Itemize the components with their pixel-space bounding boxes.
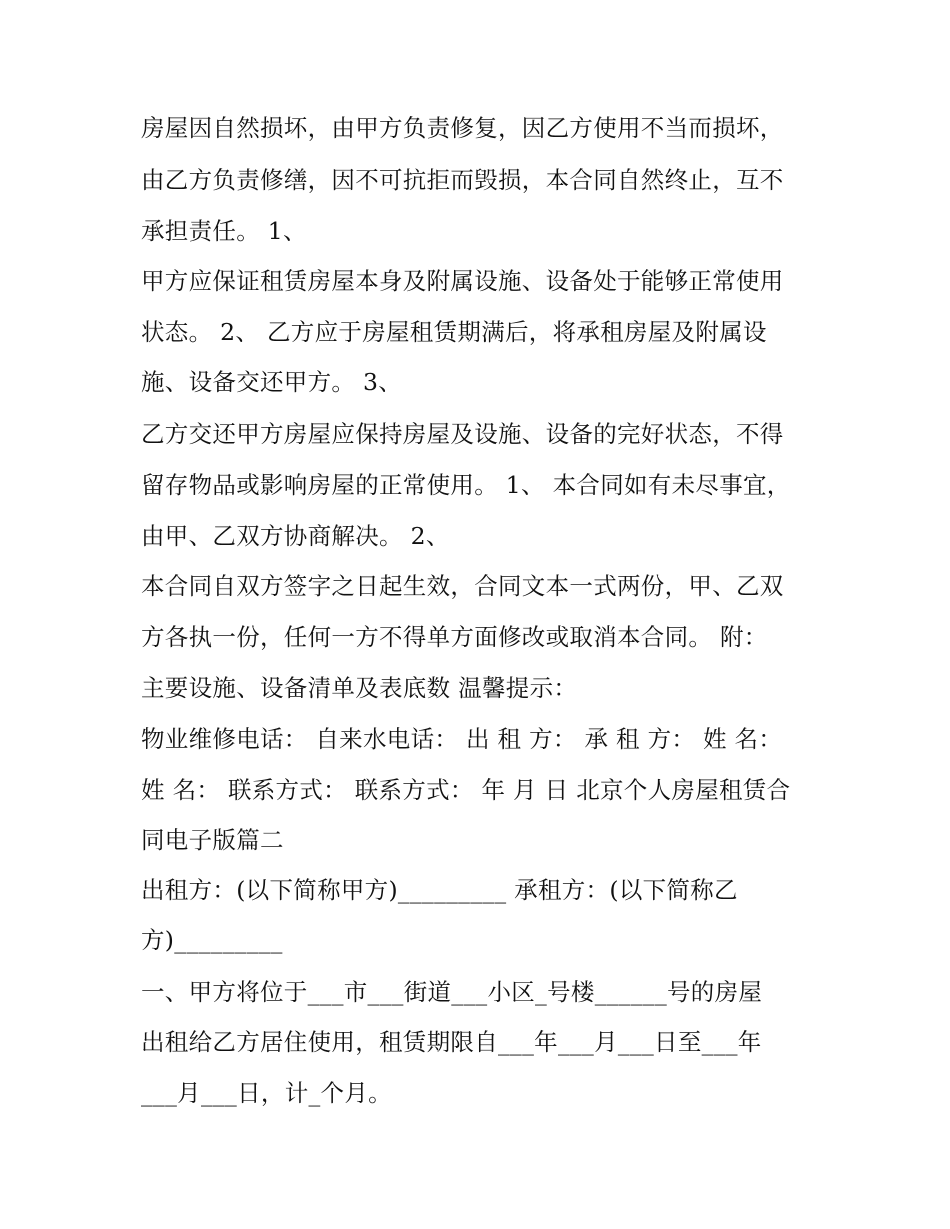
text-line: 留存物品或影响房屋的正常使用。 1、 本合同如有未尽事宜， [141, 471, 791, 499]
text-line: 方各执一份，任何一方不得单方面修改或取消本合同。 附： [141, 623, 768, 651]
text-line: 同电子版篇二 [141, 826, 284, 854]
text-line: 由乙方负责修缮，因不可抗拒而毁损，本合同自然终止，互不 [141, 166, 784, 194]
text-line: ___月___日，计_个月。 [141, 1079, 392, 1107]
text-line: 施、设备交还甲方。 3、 [141, 368, 403, 396]
text-line: 甲方应保证租赁房屋本身及附属设施、设备处于能够正常使用 [141, 267, 784, 295]
text-line: 承担责任。 1、 [141, 217, 307, 245]
text-line: 由甲、乙双方协商解决。 2、 [141, 522, 450, 550]
text-line: 方)_________ [141, 926, 283, 954]
text-line: 一、甲方将位于___市___街道___小区_号楼______号的房屋 [141, 978, 763, 1006]
text-line: 状态。 2、 乙方应于房屋租赁期满后，将承租房屋及附属设 [141, 318, 767, 346]
text-line: 出租方：(以下简称甲方)_________ 承租方：(以下简称乙 [141, 876, 738, 904]
text-line: 本合同自双方签字之日起生效，合同文本一式两份，甲、乙双 [141, 572, 784, 600]
text-line: 姓 名： 联系方式： 联系方式： 年 月 日 北京个人房屋租赁合 [141, 776, 791, 804]
text-line: 房屋因自然损坏，由甲方负责修复，因乙方使用不当而损坏， [141, 114, 784, 142]
text-line: 物业维修电话： 自来水电话： 出 租 方： 承 租 方： 姓 名： [141, 725, 783, 753]
text-line: 主要设施、设备清单及表底数 温馨提示： [141, 674, 578, 702]
text-line: 出租给乙方居住使用，租赁期限自___年___月___日至___年 [141, 1028, 762, 1056]
text-line: 乙方交还甲方房屋应保持房屋及设施、设备的完好状态，不得 [141, 420, 784, 448]
